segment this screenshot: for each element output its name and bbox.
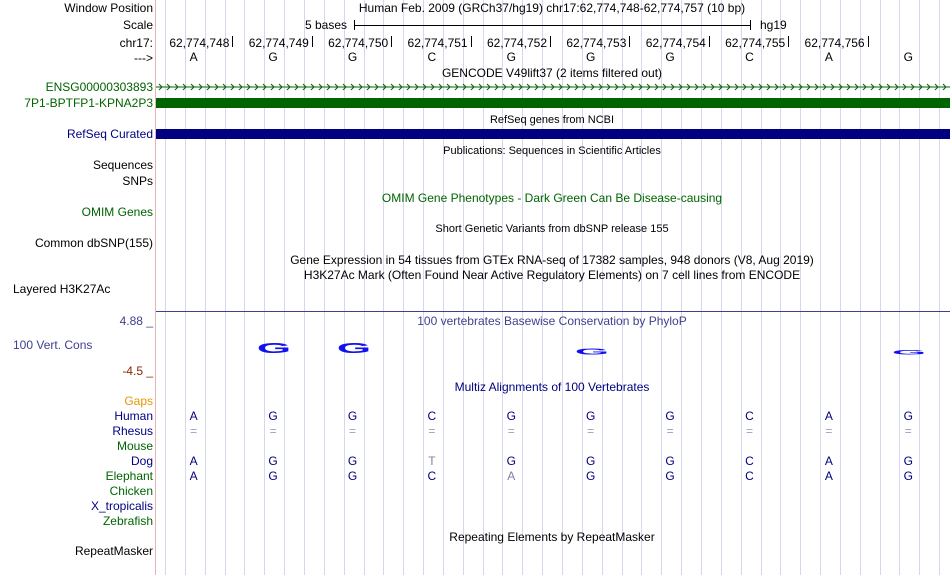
species-base: G [665,454,675,468]
gencode-track-title: GENCODE V49lift37 (2 items filtered out) [441,66,663,80]
species-base: A [507,469,516,483]
species-base: = [587,424,595,438]
window-position-text: Human Feb. 2009 (GRCh37/hg19) chr17:62,774,748-62,774,757 (10 bp) [358,1,746,15]
species-base: = [348,424,357,438]
species-base: A [824,409,833,423]
species-base: = [428,424,436,438]
label-refseq[interactable]: RefSeq Curated [66,127,153,141]
cons-baseline [156,311,950,312]
refseq-track-title: RefSeq genes from NCBI [489,114,615,126]
species-base: G [665,469,675,483]
multiz-track-title: Multiz Alignments of 100 Vertebrates [454,380,650,394]
coordinate-label: 62,774,755 [725,36,786,50]
label-cons[interactable]: 100 Vert. Cons [13,338,93,352]
species-label[interactable]: Zebrafish [102,514,153,528]
label-scale: Scale [122,18,153,32]
coordinate-label: 62,774,753 [566,36,627,50]
gencode-exon-bar[interactable] [156,98,950,108]
species-base: A [824,469,833,483]
label-gencode-gene-name[interactable]: 7P1-BPTFP1-KPNA2P3 [24,96,153,110]
species-base: = [904,424,912,438]
species-base: A [189,469,198,483]
conservation-letter: G [256,340,292,357]
species-base: G [903,409,913,423]
species-base: A [189,454,198,468]
species-base: = [825,424,833,438]
species-base: G [268,454,278,468]
species-base: = [190,424,198,438]
ruler-base: A [824,50,833,64]
species-base: = [745,424,754,438]
species-base: G [586,454,596,468]
coordinate-label: 62,774,756 [804,36,865,50]
species-base: G [665,409,675,423]
label-repeatmasker[interactable]: RepeatMasker [74,544,153,558]
species-base: G [347,409,358,423]
label-chrom: chr17: [119,36,153,50]
label-omim[interactable]: OMIM Genes [81,205,153,219]
gtex-track-title: Gene Expression in 54 tissues from GTEx RNA-seq of 17382 samples, 948 donors (V8, Aug 2019) [290,253,814,267]
coordinate-label: 62,774,751 [407,36,468,50]
ruler-base: G [665,50,675,64]
species-label[interactable]: Rhesus [112,424,153,438]
conservation-letter: G [574,347,609,357]
label-window-position: Window Position [64,1,153,15]
species-base: G [347,454,358,468]
species-base: G [903,454,913,468]
publications-track-title: Publications: Sequences in Scientific Articles [443,145,661,157]
ruler-base: A [189,50,198,64]
species-label[interactable]: Mouse [116,439,153,453]
omim-track-title: OMIM Gene Phenotypes - Dark Green Can Be Disease-causing [381,191,723,205]
species-label[interactable]: Dog [130,454,153,468]
label-cons-min: -4.5 _ [122,364,153,378]
ruler-base: G [268,50,278,64]
label-strand-arrow: ---> [134,51,153,65]
ruler-base: C [745,50,754,64]
conservation-letter: G [892,348,927,357]
species-base: G [268,409,278,423]
ruler-base: G [586,50,596,64]
scale-assembly: hg19 [760,18,787,32]
species-base: A [189,409,198,423]
ruler-base: C [427,50,437,64]
repeatmasker-track-title: Repeating Elements by RepeatMasker [449,530,655,544]
species-base: C [745,454,754,468]
species-base: = [507,424,515,438]
label-cons-max: 4.88 _ [119,314,153,328]
species-base: T [428,454,436,468]
label-gencode-gene[interactable]: ENSG00000303893 [45,80,153,94]
species-base: C [745,469,754,483]
species-label[interactable]: Elephant [105,469,153,483]
label-snps[interactable]: SNPs [122,174,153,188]
coordinate-label: 62,774,752 [486,36,547,50]
phylop-track-title: 100 vertebrates Basewise Conservation by PhyloP [417,314,687,328]
label-h3k27ac[interactable]: Layered H3K27Ac [13,282,111,296]
label-gaps[interactable]: Gaps [124,394,153,408]
species-base: A [824,454,833,468]
coordinate-label: 62,774,754 [645,36,706,50]
coordinate-label: 62,774,750 [328,36,389,50]
ruler-base: G [903,50,913,64]
coordinate-label: 62,774,748 [169,36,230,50]
species-label[interactable]: Chicken [109,484,153,498]
coordinate-tick [868,36,869,47]
dbsnp-track-title: Short Genetic Variants from dbSNP release 155 [435,223,669,235]
species-base: G [586,409,596,423]
scale-bar [354,18,751,32]
species-label[interactable]: Human [114,409,153,423]
species-base: = [269,424,277,438]
coordinate-label: 62,774,749 [248,36,309,50]
refseq-exon-bar[interactable] [156,129,950,139]
species-base: G [506,454,516,468]
label-sequences[interactable]: Sequences [92,158,153,172]
species-base: G [903,469,913,483]
ruler-base: G [506,50,516,64]
conservation-letter: G [336,340,371,357]
species-base: G [586,469,596,483]
species-base: C [745,409,754,423]
scale-text: 5 bases [305,18,348,32]
species-base: C [427,409,437,423]
species-label[interactable]: X_tropicalis [90,499,153,513]
h3k27ac-track-title: H3K27Ac Mark (Often Found Near Active Regulatory Elements) on 7 cell lines from ENCODE [303,268,801,282]
species-base: G [347,469,358,483]
gencode-intron-line[interactable] [156,82,950,92]
label-dbsnp[interactable]: Common dbSNP(155) [34,236,153,250]
species-base: G [268,469,278,483]
species-base: C [427,469,437,483]
species-base: = [666,424,674,438]
ruler-base: G [347,50,358,64]
species-base: G [506,409,516,423]
